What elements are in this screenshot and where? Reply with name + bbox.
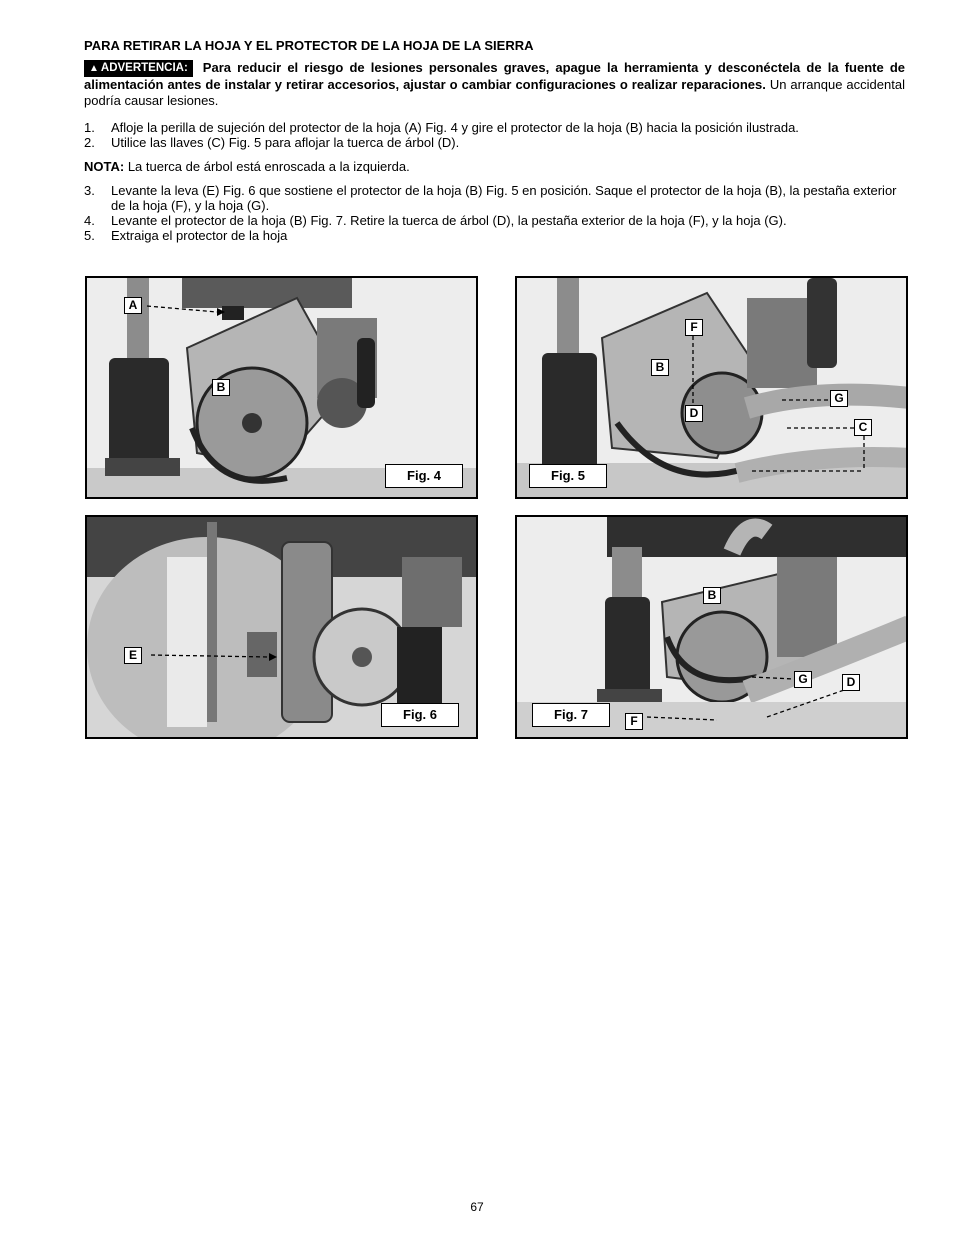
note-text: La tuerca de árbol está enroscada a la izquierda. xyxy=(127,159,410,174)
warning-badge-text: ADVERTENCIA: xyxy=(100,62,188,74)
step-1 xyxy=(84,120,914,135)
warning-bold-text: Para reducir el riesgo de lesiones personales graves, apague la herramienta y desconéctela de la fuente de alimentación antes de instalar y retirar accesorios, ajustar o cambiar configuraciones o realizar reparaciones. xyxy=(84,60,905,92)
callout-label-a: A xyxy=(124,297,142,314)
step-text: Levante el protector de la hoja (B) Fig. 7. Retire la tuerca de árbol (D), la pestaña exterior de la hoja (F), y la hoja (G). xyxy=(111,213,787,228)
callout-label-f: F xyxy=(685,319,703,336)
callout-label-f: F xyxy=(625,713,643,730)
step-4 xyxy=(84,213,914,228)
step-number: 3. xyxy=(84,183,95,198)
page-number: 67 xyxy=(470,1200,484,1214)
note-label: NOTA: xyxy=(84,159,125,174)
callout-label-g: G xyxy=(794,671,812,688)
callout-label-c: C xyxy=(854,419,872,436)
callout-label-d: D xyxy=(842,674,860,691)
step-3 xyxy=(84,183,914,213)
steps-list-a xyxy=(84,120,914,150)
warning-triangle-icon: ▲ xyxy=(89,63,99,74)
figure-caption: Fig. 6 xyxy=(381,703,459,727)
callout-label-e: E xyxy=(124,647,142,664)
figure-6 xyxy=(85,515,478,739)
callout-label-b: B xyxy=(703,587,721,604)
step-5 xyxy=(84,228,914,243)
callout-label-g: G xyxy=(830,390,848,407)
step-text: Extraiga el protector de la hoja xyxy=(111,228,288,243)
callout-label-d: D xyxy=(685,405,703,422)
section-title: PARA RETIRAR LA HOJA Y EL PROTECTOR DE LA HOJA DE LA SIERRA xyxy=(84,38,534,53)
step-number: 1. xyxy=(84,120,95,135)
figure-5 xyxy=(515,276,908,499)
step-text: Levante la leva (E) Fig. 6 que sostiene el protector de la hoja (B) Fig. 5 en posición. Saque el protector de la hoja (B), la pestaña exterior de la hoja (F), y la hoja (G). xyxy=(111,183,897,213)
warning-normal-text: Un arranque accidental podría causar lesiones. xyxy=(84,77,905,108)
step-number: 4. xyxy=(84,213,95,228)
warning-paragraph xyxy=(84,60,905,109)
figure-4 xyxy=(85,276,478,499)
callout-label-b: B xyxy=(212,379,230,396)
steps-list-b xyxy=(84,183,914,243)
step-2 xyxy=(84,135,914,150)
warning-badge xyxy=(84,60,193,77)
step-text: Utilice las llaves (C) Fig. 5 para aflojar la tuerca de árbol (D). xyxy=(111,135,460,150)
figure-7 xyxy=(515,515,908,739)
figure-caption: Fig. 7 xyxy=(532,703,610,727)
figure-caption: Fig. 4 xyxy=(385,464,463,488)
note xyxy=(84,159,410,174)
callout-label-b: B xyxy=(651,359,669,376)
step-number: 5. xyxy=(84,228,95,243)
figure-caption: Fig. 5 xyxy=(529,464,607,488)
step-number: 2. xyxy=(84,135,95,150)
step-text: Afloje la perilla de sujeción del protector de la hoja (A) Fig. 4 y gire el protector de la hoja (B) hacia la posición ilustrada. xyxy=(111,120,799,135)
